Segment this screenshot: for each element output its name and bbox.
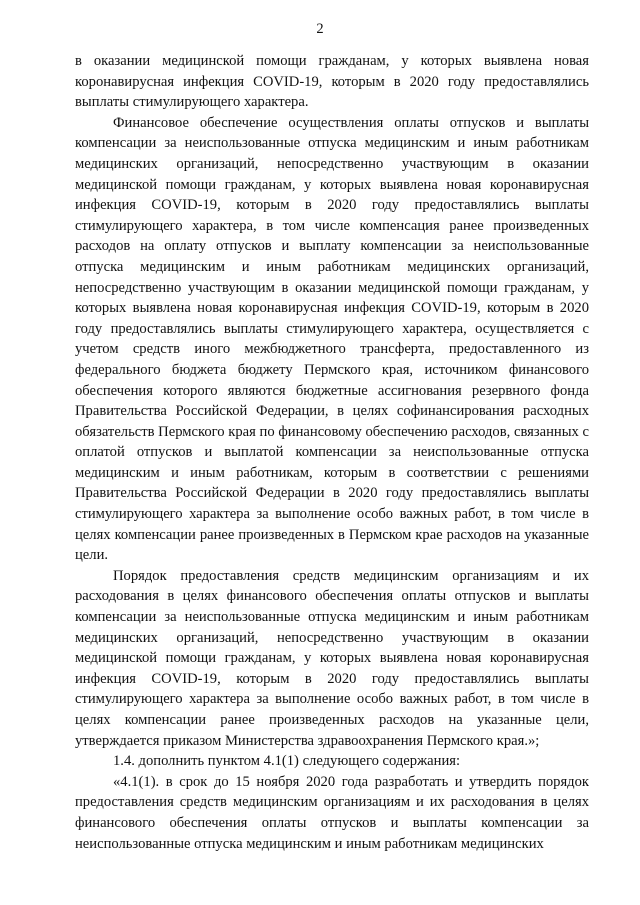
page-number: 2 xyxy=(316,21,324,37)
paragraph-procedure: Порядок предоставления средств медицинским организациям и их расходования в целях финансового обеспечения оплаты отпусков и выплаты компенсации за неиспользованные отпуска медицинским и иным работникам медицинских организаций, непосредственно участвующим в оказании медицинской помощи гражданам, у которых выявлена новая коронавирусная инфекция COVID-19, которым в 2020 году предоставлялись выплаты стимулирующего характера за выполнение особо важных работ, в том числе в целях компенсации ранее произведенных расходов на указанные цели, утверждается приказом Министерства здравоохранения Пермского края.»; xyxy=(75,567,589,749)
paragraph-financial-support: Финансовое обеспечение осуществления оплаты отпусков и выплаты компенсации за неиспользованные отпуска медицинским и иным работникам медицинских организаций, непосредственно участвующим в оказании медицинской помощи гражданам, у которых выявлена новая коронавирусная инфекция COVID-19, которым в 2020 году предоставлялись выплаты стимулирующего характера, в том числе компенсация ранее произведенных расходов на оплату отпусков и выплату компенсации за неиспользованные отпуска медицинским и иным работникам медицинских организаций, непосредственно участвующим в оказании медицинской помощи гражданам, у которых выявлена новая коронавирусная инфекция COVID-19, которым в 2020 году предоставлялись выплаты стимулирующего характера, осуществляется с учетом средств иного межбюджетного трансферта, предоставленного из федерального бюджета бюджету Пермского края, источником финансового обеспечения которого являются бюджетные ассигнования резервного фонда Правительства Российской Федерации, в целях софинансирования расходных обязательств Пермского края по финансовому обеспечению расходов, связанных с оплатой отпусков и выплатой компенсации за неиспользованные отпуска медицинским и иным работникам, которым в соответствии с решениями Правительства Российской Федерации в 2020 году предоставлялись выплаты стимулирующего характера за выполнение особо важных работ, в том числе в целях компенсации ранее произведенных в Пермском крае расходов на указанные цели. xyxy=(75,114,589,564)
paragraph-item-1-4: 1.4. дополнить пунктом 4.1(1) следующего содержания: xyxy=(113,753,461,770)
document-body xyxy=(75,51,589,854)
paragraph-continuation: в оказании медицинской помощи гражданам, у которых выявлена новая коронавирусная инфекция COVID-19, которым в 2020 году предоставлялись выплаты стимулирующего характера. xyxy=(75,53,589,111)
paragraph-item-4-1-1: «4.1(1). в срок до 15 ноября 2020 года разработать и утвердить порядок предоставления средств медицинским организациям и их расходования в целях финансового обеспечения оплаты отпусков и выплаты компенсации за неиспользованные отпуска медицинским и иным работникам медицинских xyxy=(75,773,589,852)
